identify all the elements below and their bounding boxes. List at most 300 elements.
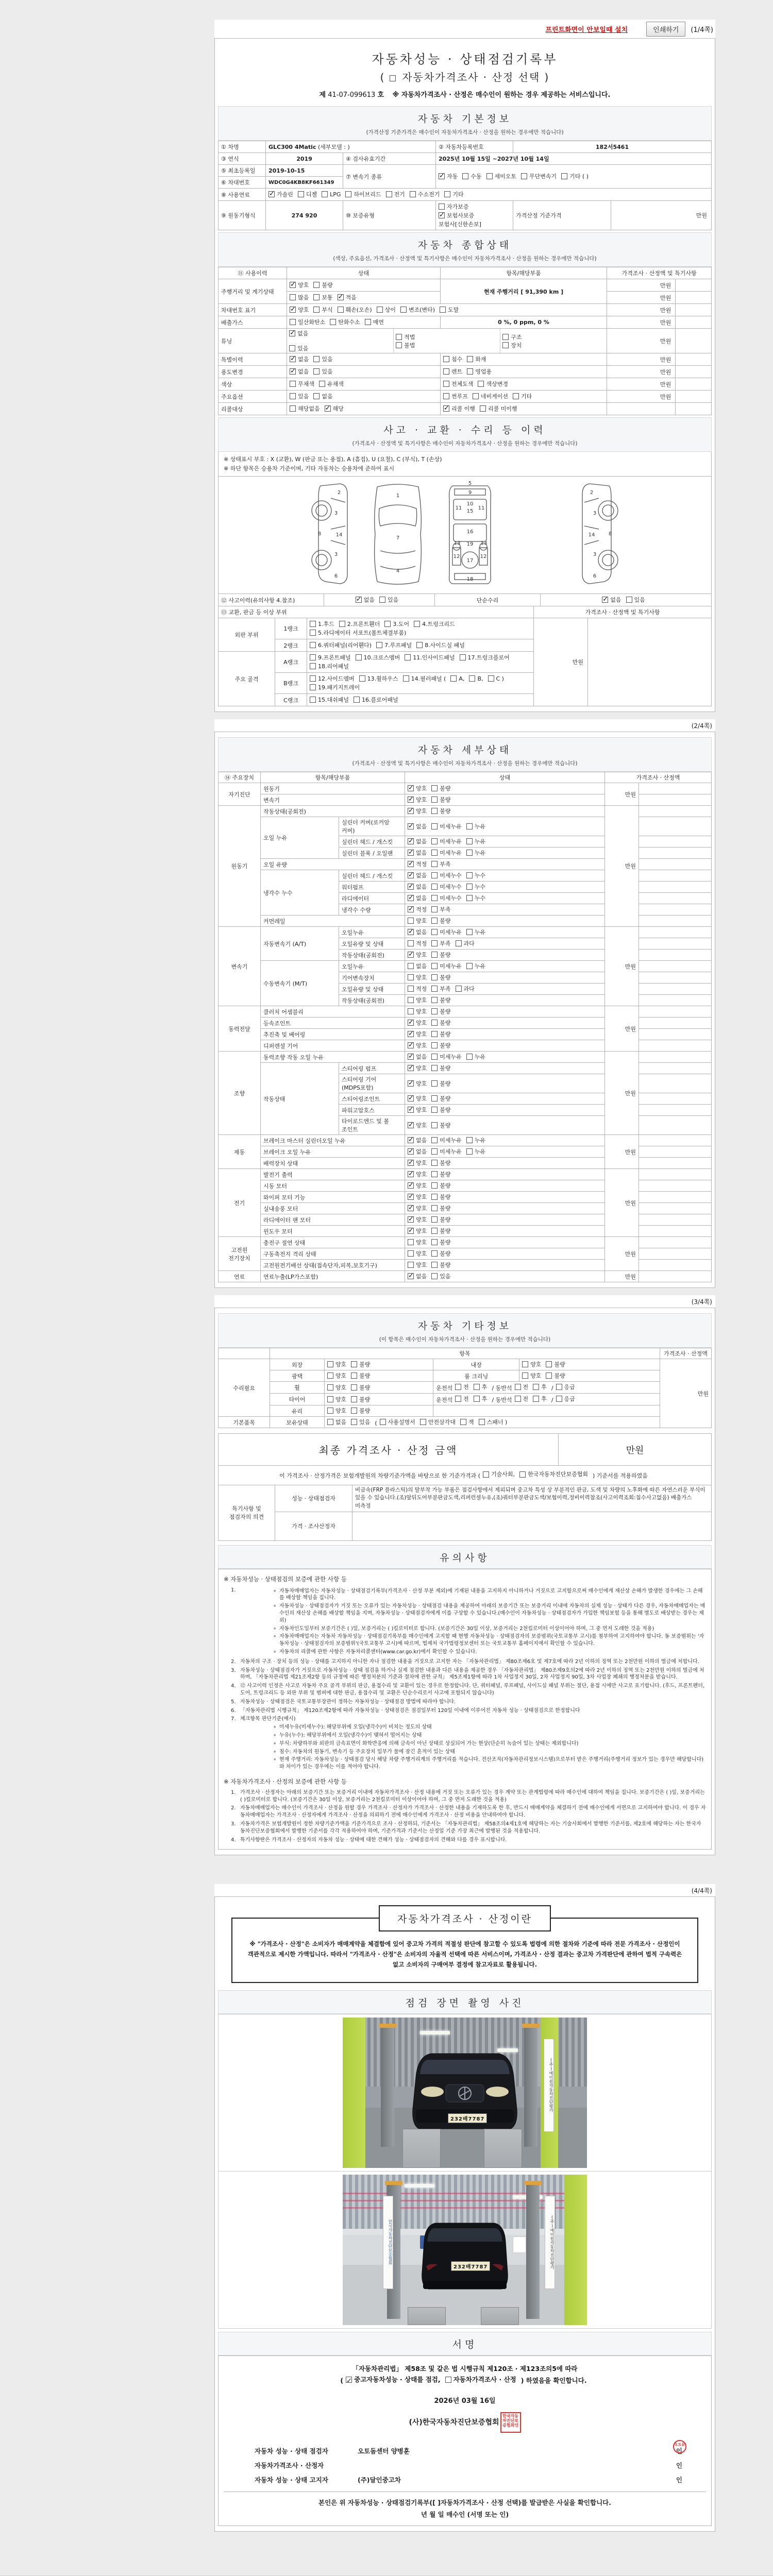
checkbox-option: 디젤 <box>298 190 317 198</box>
checkbox-option: A, <box>450 675 464 682</box>
checkbox-icon <box>456 986 462 992</box>
checkbox-option: ✓ 양호 <box>408 1227 427 1235</box>
checkbox-icon <box>431 1008 438 1014</box>
tuning-kind-options <box>500 329 607 353</box>
price-unit: 만원 <box>607 353 676 366</box>
table-header-row <box>219 772 712 783</box>
checkbox-icon <box>290 405 296 412</box>
checkbox-option: ✓ 양호 <box>408 1079 427 1088</box>
checkbox-icon <box>455 1396 461 1402</box>
sub-item-label: 라디에이터 <box>339 893 405 904</box>
checkbox-icon <box>522 1372 528 1379</box>
checkbox-icon <box>473 393 479 399</box>
price-note-cell <box>639 1203 712 1214</box>
checkbox-option: 기타 <box>513 392 532 400</box>
checkbox-icon <box>313 356 320 362</box>
price-note-cell <box>639 893 712 904</box>
table-row <box>219 618 712 639</box>
checkbox-icon <box>408 906 414 912</box>
checkbox-icon <box>431 963 438 969</box>
checkbox-icon <box>408 1273 414 1279</box>
car-name-label: ① 차명 <box>219 141 266 153</box>
checkbox-icon <box>351 1361 357 1367</box>
checkbox-option: 썬루프 <box>443 392 468 400</box>
checkbox-icon <box>408 1095 414 1101</box>
checkbox-option: 없음 <box>327 1418 346 1426</box>
main-option-exist-options <box>287 391 441 403</box>
checkbox-option: 불량 <box>431 1007 450 1015</box>
checkbox-icon <box>400 307 407 313</box>
price-unit: 만원 <box>607 366 676 378</box>
item-label: 작동상태 <box>261 1063 339 1135</box>
sign-row-label: 자동차 성능 · 상태 고지자 <box>255 2476 328 2484</box>
page-4 <box>214 1896 715 2532</box>
table-row <box>219 403 712 415</box>
section-detail-header <box>218 737 712 772</box>
exterior-label: 외장 <box>270 1359 325 1370</box>
price-unit: 만원 <box>607 391 676 403</box>
checkbox-option: 7.루프패널 <box>376 641 412 649</box>
notice-bullet: ∘ 누유(누수): 해당부위에서 오일(냉각수)이 맺혀서 떨어지는 상태 <box>273 1733 422 1739</box>
checkbox-option: 세미오토 <box>486 172 517 180</box>
price-unit: 만원 <box>605 783 639 806</box>
checkbox-icon <box>431 1042 438 1048</box>
sign-date: 2026년 03월 16일 <box>434 2397 496 2405</box>
checkbox-option: 응급 <box>556 1383 575 1391</box>
notice-bullet: ∘ 미세누유(미세누수): 해당부위에 오일(냉각수)이 비치는 정도의 상태 <box>273 1724 432 1731</box>
lift-ramp <box>402 2129 441 2168</box>
print-button[interactable]: 인쇄하기 <box>646 22 685 37</box>
price-note-cell <box>639 848 712 859</box>
inline-text: / 동반석 <box>492 1397 512 1404</box>
tuning-status <box>287 329 607 353</box>
rankC-options <box>307 694 534 706</box>
table-row <box>219 353 712 366</box>
price-unit: 만원 <box>607 304 676 316</box>
sub-item-label: 작동상태(공회전) <box>339 950 405 961</box>
checkbox-icon <box>380 1419 386 1425</box>
print-install-link[interactable]: 프린트화면이 안보일때 설치 <box>545 26 628 34</box>
sub-item-label: 스티어링 펌프 <box>339 1063 405 1074</box>
price-definition-text: ※ "가격조사 · 산정"은 소비자가 매매계약을 체결함에 있어 중고차 가격의 적절성 판단에 참고할 수 있도록 법령에 의한 절차와 기준에 따라 전문 가격조사 · 산정인이 객관적으로 제시한 가액입니다. 따라서 "가격조사 · 산정"은 소비자의 자율적 선택에 따른 서비스이며, 가격조사 · 산정 결과는 중고차 가격판단에 관하여 법적 구속력은 없고 소비자의 구매여부 결정에 참고자료로 활용됩니다. <box>247 1940 682 1968</box>
price-note-cell <box>639 984 712 995</box>
subtitle-close-paren: ) <box>544 71 550 83</box>
price-note-cell <box>639 1093 712 1105</box>
checkbox-icon <box>408 1080 414 1087</box>
checkbox-icon <box>533 1384 539 1390</box>
checkbox-icon <box>408 997 414 1003</box>
price-unit: 만원 <box>607 279 676 292</box>
svg-text:11: 11 <box>478 505 485 512</box>
table-row <box>219 806 712 817</box>
engine-type-value: 274 920 <box>266 201 343 230</box>
checkbox-option: ✓ 양호 <box>408 784 427 792</box>
checkbox-icon <box>450 675 457 682</box>
exterior-options <box>324 1359 433 1370</box>
checkbox-icon <box>351 1396 357 1402</box>
checkbox-icon <box>460 654 466 660</box>
section-detail-subtitle: (가격조사 · 산정액 및 특기사항은 매수인이 자동차가격조사 · 산정을 원하는 경우에만 적습니다) <box>352 760 578 767</box>
checkbox-icon <box>431 906 438 912</box>
checkbox-icon <box>431 1095 438 1101</box>
price-note-cell <box>639 870 712 882</box>
status-options <box>405 1158 605 1169</box>
section-photos-header <box>218 1990 712 2014</box>
checkbox-option: 불량 <box>431 1238 450 1246</box>
checkbox-icon <box>486 173 493 179</box>
checkbox-option: 불량 <box>546 1360 565 1368</box>
section-accident-header <box>218 417 712 452</box>
checkbox-icon <box>466 1148 473 1155</box>
item-label: 추진축 및 베어링 <box>261 1029 405 1040</box>
item-label: 고전원전기배선 상태(접속단자,피복,보호기구) <box>261 1260 405 1271</box>
checkbox-option: 유채색 <box>319 380 344 388</box>
checkbox-icon <box>377 307 383 313</box>
checkbox-icon <box>443 393 449 399</box>
checkbox-option: ✓ 없음 <box>408 894 427 902</box>
org-seal-stamp: 한국자동차진단보증협회인 <box>500 2412 521 2433</box>
checkbox-icon <box>356 654 362 660</box>
checkbox-icon <box>431 1031 438 1037</box>
checkbox-icon <box>310 642 316 648</box>
notice-item: 5. 자동차성능 · 상태점검은 국토교통부장관이 정하는 자동차성능 · 상태점검 방법에 따라야 합니다. <box>231 1699 456 1705</box>
price-note-cell <box>639 794 712 806</box>
checkbox-option: B, <box>469 675 483 682</box>
remark-label: 특기사항 및 점검자의 의견 <box>219 1485 275 1540</box>
item-label: 수동변속기 (M/T) <box>261 961 339 1006</box>
item-label: 작동상태(공회전) <box>261 806 405 817</box>
svg-text:12: 12 <box>453 554 460 560</box>
checkbox-option: 불량 <box>431 807 450 815</box>
svg-text:5: 5 <box>468 481 472 487</box>
checkbox-icon <box>310 654 316 660</box>
svg-text:18: 18 <box>466 577 474 583</box>
checkbox-icon <box>408 1065 414 1071</box>
svg-text:13: 13 <box>480 540 488 547</box>
remark-table <box>218 1485 712 1541</box>
table-row <box>219 1417 712 1428</box>
checkbox-icon <box>313 282 320 288</box>
basic-items-label: 기본품목 <box>219 1417 270 1428</box>
checkbox-icon <box>290 393 296 399</box>
tuning-legal-options <box>393 329 500 353</box>
notice-bullet: ∘ 자동차의 리콜에 관한 사항은 자동차리콜센터(www.car.go.kr)에서 확인할 수 있습니다. <box>273 1649 477 1655</box>
final-price-unit: 만원 <box>559 1434 712 1466</box>
checkbox-icon <box>431 1171 438 1177</box>
checkbox-icon <box>351 1419 357 1425</box>
sign-row-value: 오토돔센터 양병훈 <box>358 2447 410 2455</box>
table-row <box>219 1512 712 1540</box>
checkbox-icon <box>626 597 632 603</box>
checkbox-option: ✓ 없음 <box>408 1147 427 1156</box>
color-options <box>287 378 441 391</box>
svg-text:2: 2 <box>337 490 341 496</box>
subtitle-check-label: 자동차가격조사 · 산정 선택 <box>402 71 541 83</box>
sub-item-label: 스티어링조인트 <box>339 1093 405 1105</box>
lift-ramp <box>481 2307 519 2325</box>
price-note-cell <box>639 859 712 870</box>
checkbox-icon <box>408 1262 414 1268</box>
item-label: 와이퍼 모터 기능 <box>261 1192 405 1203</box>
price-note-cell <box>639 1018 712 1029</box>
price-definition-box <box>231 1913 698 1983</box>
checkbox-option: 매연 <box>365 318 384 326</box>
checkbox-option: 후 <box>474 1383 488 1391</box>
device-label: 동력전달 <box>219 1006 261 1052</box>
checkbox-option: 양호 <box>522 1360 541 1368</box>
checkbox-icon <box>356 597 362 603</box>
checkbox-icon <box>444 191 450 197</box>
status-options <box>405 783 605 794</box>
price-unit: 만원 <box>607 378 676 391</box>
checkbox-icon <box>416 642 423 648</box>
checkbox-option: 수동 <box>462 172 481 180</box>
checkbox-option: 전 <box>515 1395 529 1403</box>
checkbox-option: 불량 <box>431 1261 450 1269</box>
checkbox-icon <box>313 294 320 300</box>
item-label: 윈도우 모터 <box>261 1226 405 1237</box>
checkbox-option: 후 <box>533 1383 547 1391</box>
first-reg-value: 2019-10-15 <box>266 165 343 177</box>
item-label: 클러치 어셈블리 <box>261 1006 405 1018</box>
checkbox-icon <box>431 1122 438 1128</box>
checkbox-icon <box>440 307 446 313</box>
checkbox-option: ✓ 양호 <box>408 1041 427 1049</box>
emission-label: 배출가스 <box>219 316 287 329</box>
final-price-label: 최종 가격조사 · 산정 금액 <box>219 1434 559 1466</box>
checkbox-option: ✓ 양호 <box>290 306 309 314</box>
color-label: 색상 <box>219 378 287 391</box>
rankC-label: C랭크 <box>275 694 307 706</box>
svg-text:9: 9 <box>468 490 472 496</box>
table-row <box>219 1485 712 1512</box>
svg-text:3: 3 <box>334 552 338 558</box>
status-options <box>405 916 605 927</box>
checkbox-icon <box>466 1054 473 1060</box>
status-options <box>405 1271 605 1282</box>
table-row <box>219 1169 712 1180</box>
checkbox-icon <box>431 838 438 844</box>
checkbox-icon <box>445 2377 451 2383</box>
notice-block1-list <box>224 1587 706 1772</box>
svg-text:19: 19 <box>466 541 474 548</box>
checkbox-option: ✓ 자동 <box>439 172 458 180</box>
sub-item-label: 실린더 블록 / 오일팬 <box>339 848 405 859</box>
interior-options <box>519 1359 660 1370</box>
item-label: 발전기 출력 <box>261 1169 405 1180</box>
checkbox-option: 불량 <box>431 1041 450 1049</box>
price-unit: 만원 <box>605 927 639 1006</box>
checkbox-option: ✓ 양호 <box>408 1193 427 1201</box>
notice-body <box>218 1569 712 1850</box>
usage-change-options <box>287 366 441 378</box>
checkbox-option: 불량 <box>431 1249 450 1258</box>
checkbox-option: ✓ 적정 <box>408 905 427 913</box>
col-price: 가격조사 · 산정액 및 특기사항 <box>607 267 712 279</box>
sign-row-label: 자동차가격조사 · 산정자 <box>255 2462 324 2470</box>
document-title: 자동차성능 · 상태점검기록부 <box>372 52 558 66</box>
checkbox-option: 3.도어 <box>384 620 409 628</box>
checkbox-option: 부족 <box>431 939 450 947</box>
checkbox-option: ✓ 양호 <box>408 951 427 959</box>
sub-item-label: 오일누유 <box>339 927 405 938</box>
sub-item-label: 스티어링 기어(MDPS포함) <box>339 1074 405 1093</box>
checkbox-option: 불량 <box>431 1079 450 1088</box>
checkbox-icon <box>431 1239 438 1245</box>
checkbox-option: 불량 <box>431 784 450 792</box>
special-history-label: 특별이력 <box>219 353 287 366</box>
notice-item: 1. 가격조사 · 산정자는 아래의 보증기간 또는 보증거리 이내에 자동차가격조사 · 산정 내용에 거짓 또는 오류가 있는 경우 계약 또는 관계법령에 따라 매수인에 대하여 책임을 집니다. 보증기간은 ( )일, 보증거리는 ( )킬로미터로 합니다. (보증기간은 30일 이상, 보증거리는 2천킬로미터 이상이어야 하며, 그 중 먼저 도래한 것을 적용) <box>231 1789 705 1803</box>
sign-stamp: 인 <box>676 2462 682 2470</box>
checkbox-option: 무단변속기 <box>521 172 557 180</box>
checkbox-option: 과다 <box>456 985 475 993</box>
checkbox-option: 불량 <box>313 281 332 289</box>
checkbox-option: 10.크로스멤버 <box>356 653 400 662</box>
checkbox-icon <box>351 1384 357 1391</box>
car-diagram-image <box>300 479 630 590</box>
checkbox-option: 미세누유 <box>431 1053 462 1061</box>
checkbox-option: 누유 <box>466 962 485 970</box>
checkbox-option: 누유 <box>466 1053 485 1061</box>
checkbox-icon <box>431 808 438 814</box>
col-item: 항목/해당부품 <box>261 772 405 783</box>
lift-ramp <box>408 2307 446 2325</box>
checkbox-icon <box>408 1122 414 1128</box>
checkbox-option: ✓ 양호 <box>408 1159 427 1167</box>
sub-item-label: 오일유량 및 상태 <box>339 984 405 995</box>
outer-panel-label: 외판 부위 <box>219 618 275 652</box>
checkbox-icon <box>443 356 449 362</box>
item-label: 브레이크 마스터 실린더오일 누유 <box>261 1135 405 1146</box>
checkbox-option: 전 <box>455 1383 469 1391</box>
checkbox-icon <box>478 381 484 387</box>
table-row <box>219 316 712 329</box>
interior-label: 내장 <box>433 1359 519 1370</box>
checkbox-option: 없음 <box>313 392 332 400</box>
table-row <box>219 366 712 378</box>
main-option-label: 주요옵션 <box>219 391 287 403</box>
license-plate: 232배7787 <box>451 2261 490 2271</box>
checkbox-option: 있음 <box>431 1272 450 1280</box>
main-frame-label: 주요 골격 <box>219 652 275 706</box>
table-row <box>219 1237 712 1248</box>
status-options <box>405 848 605 859</box>
repair-needed-label: 수리필요 <box>219 1359 270 1417</box>
checkbox-option: 부족 <box>431 860 450 868</box>
table-row <box>219 1052 712 1063</box>
checkbox-option: ✓ 없음 <box>356 596 375 604</box>
checkbox-icon <box>431 1080 438 1087</box>
price-unit: 만원 <box>607 329 676 353</box>
vin-mark-options <box>287 304 607 316</box>
checkbox-icon <box>408 1054 414 1060</box>
buyer-date-line: 년 월 일 매수인 (서명 또는 인) <box>421 2510 509 2518</box>
sign-row-appraiser <box>255 2461 706 2470</box>
checkbox-icon <box>408 1008 414 1014</box>
status-options <box>405 870 605 882</box>
checkbox-icon <box>408 1171 414 1177</box>
checkbox-option: ✓ 없음 <box>408 871 427 879</box>
checkbox-icon <box>310 675 316 682</box>
status-options <box>405 950 605 961</box>
price-note-cell <box>639 961 712 972</box>
page-4-strip <box>214 1884 715 1896</box>
checkbox-icon <box>403 675 409 682</box>
checkbox-icon <box>431 1262 438 1268</box>
vin-mark-label: 차대번호 표기 <box>219 304 287 316</box>
doc-no-prefix: 제 <box>319 91 326 99</box>
sub-item-label: 워터펌프 <box>339 882 405 893</box>
checkbox-option: 불량 <box>351 1406 370 1415</box>
checkbox-icon <box>431 872 438 878</box>
section-basic-subtitle: (가격산정 기준가격은 매수인이 자동차가격조사 · 산정을 원하는 경우에만 적습니다) <box>366 129 564 135</box>
checkbox-option: 안전삼각대 <box>420 1418 456 1426</box>
checkbox-option: 한국자동차진단보증협회 <box>519 1470 588 1479</box>
rankB-label: B랭크 <box>275 673 307 694</box>
checkbox-icon <box>431 1273 438 1279</box>
status-options <box>405 927 605 938</box>
checkbox-icon <box>410 191 416 197</box>
inspect-period-value: 2025년 10월 15일 ~2027년 10월 14일 <box>436 153 712 165</box>
checkbox-icon <box>431 1205 438 1211</box>
item-label: 브레이크 오일 누유 <box>261 1146 405 1158</box>
notice-bullet: ∘ 현재 주행거리: 자동차성능 · 상태점검 당시 해당 차량 주행거리계의 주행거리를 적습니다. 전산조직(자동차관리정보시스템)으로부터 받은 주행거리(주행거리 정보가 있는 경우만 해당합니다)와 차이가 있는 경우에는 이를 적어야 합니다. <box>273 1757 704 1770</box>
checkbox-option: 부족 <box>431 905 450 913</box>
checkbox-icon <box>386 191 392 197</box>
mark-note-1: ※ 상태표시 부호 : X (교환), W (판금 또는 용접), A (흠집), U (요철), C (부식), T (손상) <box>224 456 442 463</box>
checkbox-icon <box>466 850 473 856</box>
checkbox-option: 불량 <box>431 1193 450 1201</box>
warranty-options <box>436 201 513 230</box>
checkbox-icon <box>384 621 391 627</box>
ceiling-light <box>405 2184 434 2188</box>
svg-text:12: 12 <box>480 554 487 560</box>
status-options <box>405 1029 605 1040</box>
checkbox-icon <box>431 785 438 791</box>
notice-item: 4. ⑫ 사고이력 인정은 사고로 자동차 주요 골격 부위의 판금, 용접수리 및 교환이 있는 경우로 한정합니다. 단, 쿼터패널, 루프패널, 사이드실 패널 부위는 절단, 용접 시에만 사고로 표기합니다. (후드, 프론트펜더, 도어, 트렁크리드 등 외판 부위 및 범퍼에 대한 판금, 용접수리 및 교환은 단순수리로서 사고에 포함되지 않습니다) <box>231 1683 705 1697</box>
price-note-cell <box>639 1105 712 1116</box>
checkbox-option: 불량 <box>431 1181 450 1190</box>
lift-post-right <box>526 2184 540 2319</box>
status-options <box>405 1203 605 1214</box>
checkbox-icon <box>431 974 438 980</box>
checkbox-icon <box>431 1137 438 1143</box>
notice-bullet: ∘ 자동차매매업자는 자동차성능 · 상태점검기록부(가격조사 · 산정 부분 제외)에 기재된 내용을 고지하지 아니하거나 거짓으로 고지함으로써 매수인에게 재산상 손해가 발생한 경우에는 그 손해를 배상할 책임을 집니다. <box>273 1588 703 1601</box>
checkbox-option: 양호 <box>327 1371 346 1380</box>
inspector-opinion-label: 성능 · 상태점검자 <box>275 1485 352 1512</box>
notice-item: 1. ∘ 자동차매매업자는 자동차성능 · 상태점검기록부(가격조사 · 산정 부분 제외)에 기재된 내용을 고지하지 아니하거나 거짓으로 고지함으로써 매수인에게 재산상 손해가 발생한 경우에는 그 손해를 배상할 책임을 집니다. ∘ 자동차성능 · 상태점검자가 거짓 또는 오류가 있는 자동차성능 · 상태점검 내용을 제공하여 아래의 보증기간 또는 보증거리 이내에 자동차의 실제 성능 · 상태가 다른 경우, 자동차매매업자는 매수인의 재산상 손해를 배상할 책임을 지며, 자동차성능 · 상태점검자에게 이를 구상할 수 있습니다.(매수인이 자동차성능 · 상태점검자가 가입한 책임보험 등을 통해 별도로 배상받는 경우는 제외) ∘ 자동차인도일부터 보증기간은 ( )일, 보증거리는 ( )킬로미터로 합니다. (보증기간은 30일 이상, 보증거리는 2천킬로미터 이상이어야 하며, 그 중 먼저 도래한 것을 적용) ∘ 자동차매매업자는 자동차 자동차성능 · 상태점검기록부를 매수인에게 고지할 때 현행 자동차성능 · 상태점검자의 보증범위(국토교통부 고시)를 첨부하여 고지하여야 합니다. 동 보증범위는 '자동차성능 · 상태점검자의 보증범위'(국토교통부 고시)에 따르며, 법제처 국가법령정보센터 또는 국토교통부 홈페이지에서 확인할 수 있습니다. ∘ 자동차의 리콜에 관한 사항은 자동차리콜센터(www.car.go.kr)에서 확인할 수 있습니다. <box>231 1587 705 1655</box>
checkbox-option: ✓ 양호 <box>408 1030 427 1038</box>
checkbox-icon <box>298 191 304 197</box>
checkbox-option: 미세누유 <box>431 1147 462 1156</box>
device-label: 연료 <box>219 1271 261 1282</box>
sign-row-notifier <box>255 2475 706 2484</box>
checkbox-option: 있음 <box>290 392 309 400</box>
sub-item-label: 파워고압호스 <box>339 1105 405 1116</box>
page-indicator: (1/4쪽) <box>691 26 713 34</box>
item-label: 시동 모터 <box>261 1180 405 1192</box>
inspector-opinion-text: 비금속(FRP 플라스틱)의 탈부착 가능 부품은 점검사항에서 제외되며 중고차 특성 상 부분적인 판금, 도색 및 차량의 노후화에 따른 자연스러운 부식이 있을 수 있습니다.(조)앞뒤도어부분판금도색,리퍼런셜누유,(조)쿼터부분판금도색/보험이력,정비이력참조(사고이력조회:침수사고없음) 배출가스 미측정 <box>352 1485 712 1512</box>
checkbox-option: 기타 ( ) <box>561 172 589 180</box>
checkbox-option: ✓ 없음 <box>408 1053 427 1061</box>
checkbox-option: 불량 <box>431 1215 450 1224</box>
checkbox-option: 1.후드 <box>310 620 334 628</box>
checkbox-option: 일산화탄소 <box>290 318 325 326</box>
service-note: ※ 자동차가격조사 · 산정은 매수인이 원하는 경우 제공하는 서비스입니다. <box>392 91 611 99</box>
status-options <box>405 1169 605 1180</box>
item-label: 변속기 <box>261 794 405 806</box>
col-use-history: ⑪ 사용이력 <box>219 267 287 279</box>
